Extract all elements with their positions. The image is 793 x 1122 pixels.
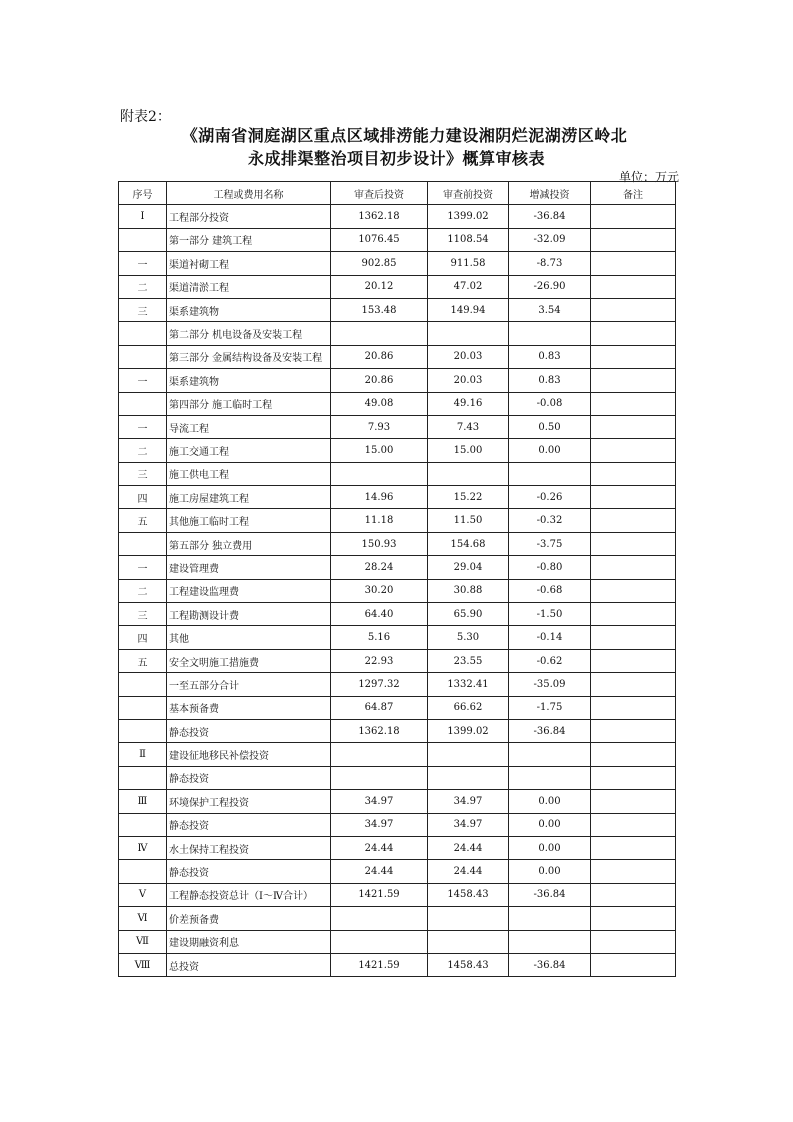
cell-item-name: 总投资 [167,953,331,976]
cell-index: Ⅴ [119,883,167,906]
cell-after-review: 1362.18 [331,205,428,228]
cell-after-review: 22.93 [331,649,428,672]
cell-after-review: 14.96 [331,486,428,509]
cell-item-name: 建设征地移民补偿投资 [167,743,331,766]
cell-before-review [428,743,509,766]
cell-after-review [331,930,428,953]
cell-difference: -36.84 [509,953,591,976]
table-row [119,743,676,766]
cell-item-name: 第一部分 建筑工程 [167,228,331,251]
header-after-review: 审查后投资 [331,182,428,205]
cell-index: 一 [119,369,167,392]
cell-after-review: 49.08 [331,392,428,415]
cell-before-review: 1332.41 [428,673,509,696]
cell-before-review: 24.44 [428,836,509,859]
cell-before-review: 23.55 [428,649,509,672]
cell-item-name: 渠系建筑物 [167,369,331,392]
cell-difference: -36.84 [509,883,591,906]
cell-index: Ⅶ [119,930,167,953]
cell-index: 一 [119,415,167,438]
cell-remarks [591,649,676,672]
cell-difference: -36.84 [509,719,591,742]
cell-item-name: 施工供电工程 [167,462,331,485]
cell-difference: -1.50 [509,603,591,626]
cell-item-name: 静态投资 [167,813,331,836]
cell-after-review: 24.44 [331,836,428,859]
header-remarks: 备注 [591,182,676,205]
cell-item-name: 施工交通工程 [167,439,331,462]
cell-before-review: 1399.02 [428,719,509,742]
table-row [119,790,676,813]
cell-item-name: 其他 [167,626,331,649]
cell-item-name: 第三部分 金属结构设备及安装工程 [167,345,331,368]
cell-after-review: 30.20 [331,579,428,602]
cell-remarks [591,836,676,859]
cell-index: Ⅲ [119,790,167,813]
cell-after-review: 34.97 [331,790,428,813]
cell-difference: -32.09 [509,228,591,251]
cell-remarks [591,813,676,836]
cell-before-review: 5.30 [428,626,509,649]
cell-after-review: 24.44 [331,860,428,883]
cell-after-review: 1297.32 [331,673,428,696]
cell-difference: 0.00 [509,813,591,836]
cell-after-review [331,907,428,930]
cell-remarks [591,743,676,766]
table-row [119,228,676,251]
cell-difference: 0.50 [509,415,591,438]
cell-remarks [591,228,676,251]
cell-item-name: 渠道衬砌工程 [167,252,331,275]
cell-before-review: 65.90 [428,603,509,626]
cell-after-review [331,766,428,789]
cell-after-review: 34.97 [331,813,428,836]
cell-remarks [591,369,676,392]
cell-before-review: 30.88 [428,579,509,602]
cell-index [119,345,167,368]
cell-before-review: 49.16 [428,392,509,415]
cell-index: Ⅷ [119,953,167,976]
cell-before-review: 1458.43 [428,883,509,906]
cell-item-name: 建设期融资利息 [167,930,331,953]
cell-index [119,532,167,555]
cell-index: 四 [119,626,167,649]
cell-before-review [428,322,509,345]
cell-before-review: 7.43 [428,415,509,438]
cell-difference: -0.14 [509,626,591,649]
cell-after-review: 64.40 [331,603,428,626]
cell-index [119,696,167,719]
cell-item-name: 工程建设监理费 [167,579,331,602]
table-row [119,579,676,602]
cell-before-review: 47.02 [428,275,509,298]
cell-before-review: 66.62 [428,696,509,719]
cell-remarks [591,696,676,719]
cell-after-review [331,743,428,766]
cell-before-review: 34.97 [428,790,509,813]
table-row [119,603,676,626]
cell-before-review: 20.03 [428,345,509,368]
cell-index: 一 [119,252,167,275]
table-row [119,860,676,883]
cell-item-name: 第四部分 施工临时工程 [167,392,331,415]
cell-after-review [331,322,428,345]
cell-item-name: 导流工程 [167,415,331,438]
cell-index: 五 [119,649,167,672]
cell-item-name: 一至五部分合计 [167,673,331,696]
cell-before-review: 15.22 [428,486,509,509]
cell-item-name: 工程部分投资 [167,205,331,228]
cell-difference: -0.08 [509,392,591,415]
cell-item-name: 建设管理费 [167,556,331,579]
cell-item-name: 第五部分 独立费用 [167,532,331,555]
cell-item-name: 静态投资 [167,860,331,883]
cell-after-review: 1421.59 [331,883,428,906]
table-row [119,766,676,789]
table-row [119,486,676,509]
cell-index [119,860,167,883]
table-row [119,415,676,438]
cell-before-review: 154.68 [428,532,509,555]
cell-before-review: 20.03 [428,369,509,392]
table-row [119,836,676,859]
cell-difference [509,907,591,930]
cell-remarks [591,298,676,321]
cell-index: 三 [119,298,167,321]
cell-remarks [591,322,676,345]
cell-after-review: 5.16 [331,626,428,649]
cell-index [119,673,167,696]
cell-difference: -0.62 [509,649,591,672]
table-row [119,626,676,649]
cell-after-review: 1076.45 [331,228,428,251]
cell-before-review: 1108.54 [428,228,509,251]
cell-item-name: 基本预备费 [167,696,331,719]
cell-after-review: 15.00 [331,439,428,462]
cell-index: Ⅵ [119,907,167,930]
cell-after-review: 11.18 [331,509,428,532]
cell-before-review: 15.00 [428,439,509,462]
cell-after-review [331,462,428,485]
cell-remarks [591,345,676,368]
cell-remarks [591,509,676,532]
cell-difference [509,322,591,345]
cell-item-name: 静态投资 [167,766,331,789]
cell-remarks [591,626,676,649]
cell-after-review: 153.48 [331,298,428,321]
cell-item-name: 施工房屋建筑工程 [167,486,331,509]
attachment-label: 附表2： [120,109,171,125]
cell-remarks [591,719,676,742]
title-line-1: 《湖南省洞庭湖区重点区域排涝能力建设湘阴烂泥湖涝区岭北 [181,126,628,145]
table-row [119,953,676,976]
table-row [119,649,676,672]
cell-before-review [428,907,509,930]
table-row [119,509,676,532]
cell-difference: -0.32 [509,509,591,532]
cell-before-review: 149.94 [428,298,509,321]
cell-index: 二 [119,579,167,602]
cell-index [119,813,167,836]
cell-item-name: 工程勘测设计费 [167,603,331,626]
cell-item-name: 静态投资 [167,719,331,742]
table-row [119,930,676,953]
table-row [119,275,676,298]
table-row [119,673,676,696]
cell-remarks [591,392,676,415]
header-before-review: 审查前投资 [428,182,509,205]
cell-before-review: 29.04 [428,556,509,579]
title-line-2: 永成排渠整治项目初步设计》概算审核表 [247,149,545,168]
table-row [119,556,676,579]
cell-after-review: 902.85 [331,252,428,275]
table-row [119,392,676,415]
cell-remarks [591,415,676,438]
cell-remarks [591,603,676,626]
cell-before-review: 34.97 [428,813,509,836]
table-row [119,907,676,930]
cell-remarks [591,205,676,228]
cell-before-review [428,930,509,953]
cell-remarks [591,673,676,696]
cell-difference: -0.80 [509,556,591,579]
cell-index: Ⅳ [119,836,167,859]
cell-item-name: 渠系建筑物 [167,298,331,321]
cell-index: 三 [119,462,167,485]
cell-item-name: 其他施工临时工程 [167,509,331,532]
unit-label: 单位：万元 [618,170,679,184]
cell-difference: -35.09 [509,673,591,696]
cell-remarks [591,883,676,906]
cell-difference: -0.26 [509,486,591,509]
cell-index [119,766,167,789]
cell-index: 四 [119,486,167,509]
table-row [119,322,676,345]
cell-remarks [591,439,676,462]
cell-remarks [591,953,676,976]
header-item-name: 工程或费用名称 [167,182,331,205]
table-row [119,462,676,485]
cell-difference: -3.75 [509,532,591,555]
cell-difference [509,743,591,766]
cell-before-review [428,766,509,789]
table-header-row [119,182,676,205]
cell-item-name: 渠道清淤工程 [167,275,331,298]
cell-difference: 0.83 [509,369,591,392]
table-row [119,532,676,555]
cell-index [119,392,167,415]
cell-remarks [591,860,676,883]
cell-after-review: 150.93 [331,532,428,555]
header-index: 序号 [119,182,167,205]
cell-difference [509,766,591,789]
cell-after-review: 7.93 [331,415,428,438]
cell-before-review: 1399.02 [428,205,509,228]
cell-remarks [591,556,676,579]
cell-remarks [591,462,676,485]
cell-difference: -8.73 [509,252,591,275]
cell-after-review: 28.24 [331,556,428,579]
table-row [119,345,676,368]
cell-index: 五 [119,509,167,532]
cell-after-review: 1421.59 [331,953,428,976]
cell-remarks [591,579,676,602]
cell-remarks [591,532,676,555]
cell-before-review: 11.50 [428,509,509,532]
table-row [119,696,676,719]
cell-before-review: 24.44 [428,860,509,883]
cell-difference: 0.83 [509,345,591,368]
header-difference: 增减投资 [509,182,591,205]
cell-index: Ⅱ [119,743,167,766]
cell-index [119,719,167,742]
cell-index [119,228,167,251]
cell-difference [509,462,591,485]
table-row [119,813,676,836]
cell-item-name: 价差预备费 [167,907,331,930]
table-row [119,205,676,228]
cell-difference: -36.84 [509,205,591,228]
cell-index: 三 [119,603,167,626]
cell-item-name: 安全文明施工措施费 [167,649,331,672]
table-row [119,298,676,321]
cell-difference: -1.75 [509,696,591,719]
cell-difference: 0.00 [509,439,591,462]
cell-after-review: 20.86 [331,345,428,368]
cell-after-review: 20.12 [331,275,428,298]
table-row [119,719,676,742]
cell-remarks [591,252,676,275]
cell-index: 二 [119,439,167,462]
cell-index: 二 [119,275,167,298]
cell-difference: 0.00 [509,860,591,883]
cell-item-name: 第二部分 机电设备及安装工程 [167,322,331,345]
cell-remarks [591,907,676,930]
cell-difference [509,930,591,953]
cell-before-review: 911.58 [428,252,509,275]
table-row [119,439,676,462]
cell-difference: -0.68 [509,579,591,602]
cell-difference: 0.00 [509,790,591,813]
cell-before-review: 1458.43 [428,953,509,976]
cell-after-review: 20.86 [331,369,428,392]
cell-after-review: 1362.18 [331,719,428,742]
cell-after-review: 64.87 [331,696,428,719]
cell-remarks [591,275,676,298]
cell-remarks [591,930,676,953]
cell-difference: 3.54 [509,298,591,321]
cell-item-name: 工程静态投资总计（Ⅰ～Ⅳ合计） [167,883,331,906]
budget-review-table [118,181,676,977]
table-row [119,369,676,392]
cell-index: Ⅰ [119,205,167,228]
cell-remarks [591,790,676,813]
cell-before-review [428,462,509,485]
cell-difference: -26.90 [509,275,591,298]
cell-difference: 0.00 [509,836,591,859]
table-row [119,883,676,906]
cell-remarks [591,486,676,509]
cell-remarks [591,766,676,789]
cell-index [119,322,167,345]
cell-item-name: 水土保持工程投资 [167,836,331,859]
table-row [119,252,676,275]
cell-item-name: 环境保护工程投资 [167,790,331,813]
cell-index: 一 [119,556,167,579]
